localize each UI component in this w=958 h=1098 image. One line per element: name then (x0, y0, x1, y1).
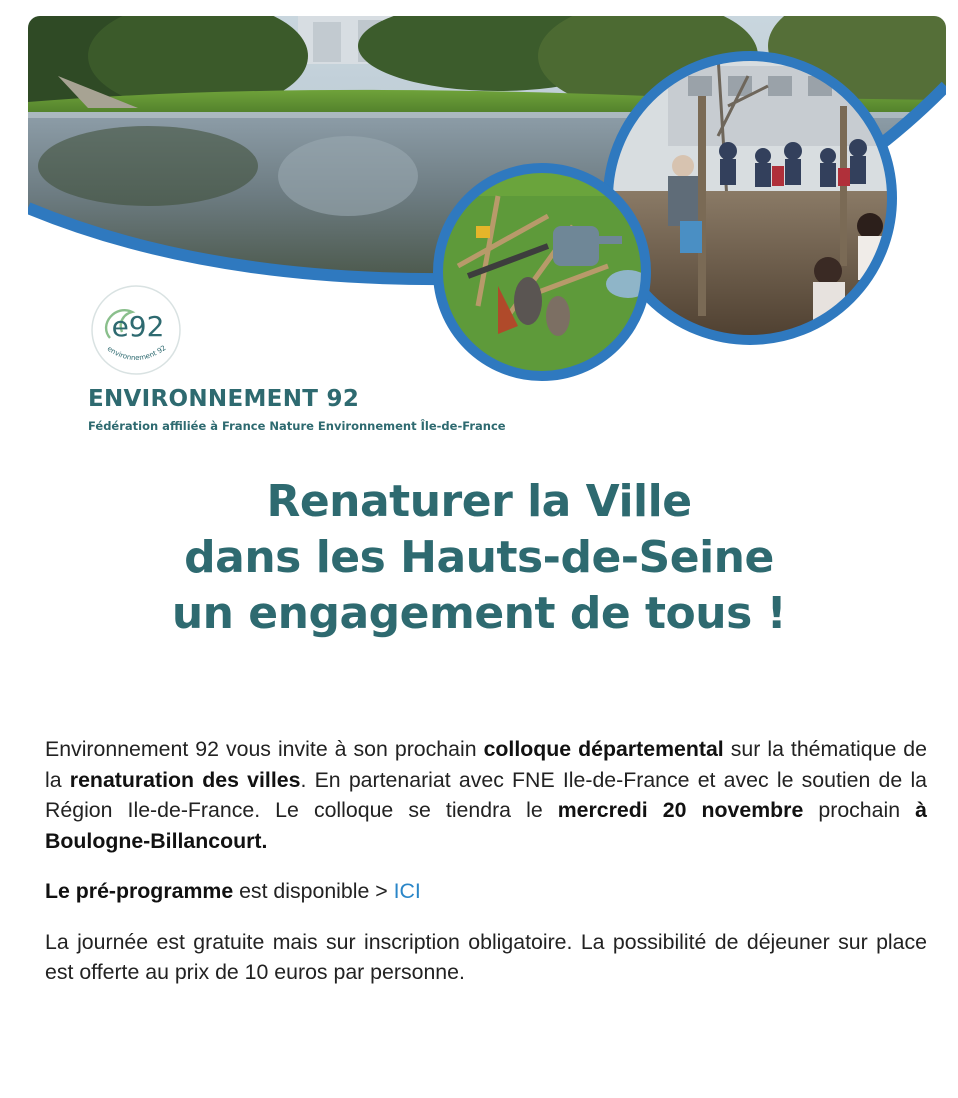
e92-logo-icon (88, 282, 184, 378)
text-segment: prochain (803, 798, 916, 822)
logo-text: e92 (111, 310, 165, 343)
bold-segment: colloque départemental (483, 737, 724, 761)
programme-paragraph (45, 876, 927, 907)
invitation-paragraph (45, 734, 927, 856)
headline-line-1: Renaturer la Ville (266, 476, 692, 527)
text-segment: est disponible > (233, 879, 394, 903)
headline-line-2: dans les Hauts-de-Seine (184, 532, 774, 583)
event-headline (0, 474, 958, 642)
text-segment: . En partenariat avec FNE Ile-de-France et avec le soutien de la Région Ile-de-France. Le colloque se tiendra le (45, 767, 928, 822)
organization-name: ENVIRONNEMENT 92 (88, 386, 360, 412)
text-segment: sur la thématique de la (45, 737, 927, 792)
environnement-92-logo (88, 282, 184, 378)
invitation-body (45, 734, 927, 1008)
programme-link[interactable]: ICI (393, 879, 421, 903)
logo-ring-text: environnement 92 (105, 343, 168, 363)
organization-affiliation: Fédération affiliée à France Nature Environnement Île-de-France (88, 419, 506, 433)
headline-line-3: un engagement de tous ! (171, 588, 787, 639)
bold-segment: Le pré-programme (45, 879, 234, 903)
text-segment: Environnement 92 vous invite à son prochain (45, 737, 484, 761)
bold-segment: à Boulogne-Billancourt. (45, 798, 927, 853)
bold-segment: mercredi 20 novembre (557, 798, 804, 822)
registration-paragraph: La journée est gratuite mais sur inscription obligatoire. La possibilité de déjeuner sur place est offerte au prix de 10 euros par personne. (45, 929, 927, 984)
bold-segment: renaturation des villes (69, 767, 301, 792)
